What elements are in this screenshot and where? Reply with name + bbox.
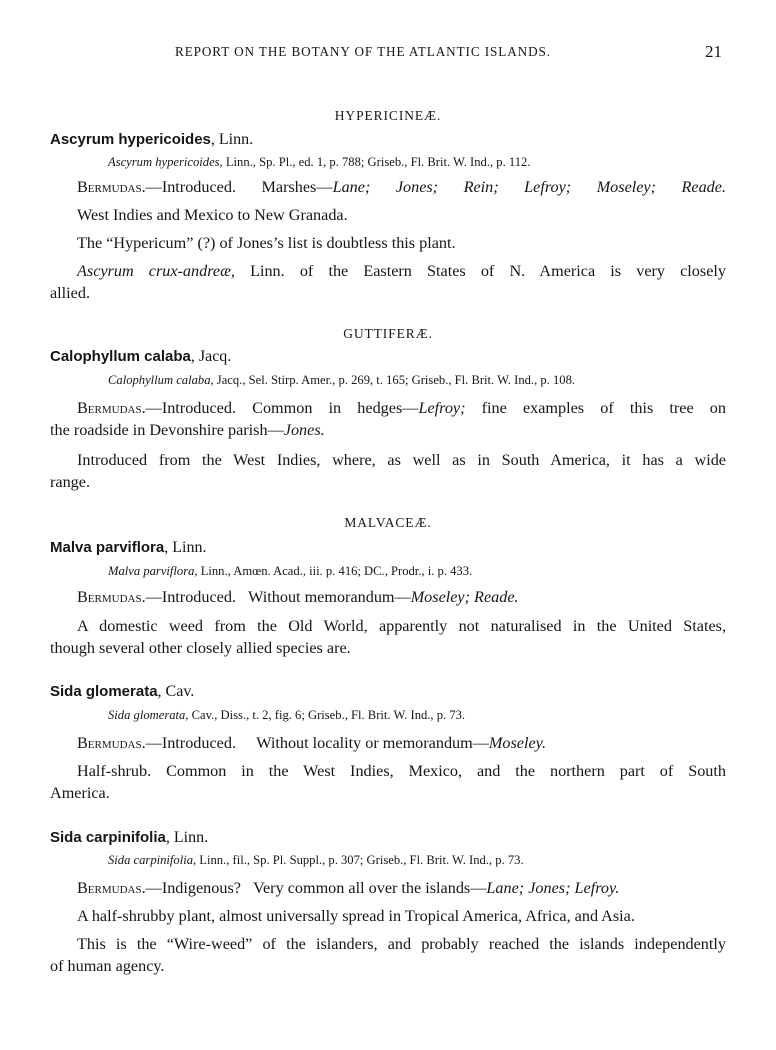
locality-status: .—Introduced. bbox=[141, 588, 236, 606]
family-heading-hypericineae: HYPERICINEÆ. bbox=[334, 108, 442, 123]
species-binomial: Sida carpinifolia bbox=[50, 829, 166, 846]
citation-ascyrum bbox=[108, 155, 530, 170]
species-binomial: Ascyrum hypericoides bbox=[50, 131, 211, 148]
citation-refs: Jacq., Sel. Stirp. Amer., p. 269, t. 165; Griseb., Fl. Brit. W. Ind., p. 108. bbox=[213, 373, 576, 387]
species-authority: , Cav. bbox=[157, 683, 195, 700]
citation-refs: Linn., Amœn. Acad., iii. p. 416; DC., Prodr., i. p. 433. bbox=[197, 564, 473, 578]
note-sida-glomerata-line2: America. bbox=[50, 784, 110, 802]
locality-text: Without locality or memorandum— bbox=[256, 734, 489, 752]
note-malva-line2: though several other closely allied species are. bbox=[50, 639, 351, 657]
distribution-ascyrum: West Indies and Mexico to New Granada. bbox=[77, 206, 348, 224]
locality-status: .—Introduced. bbox=[141, 399, 236, 417]
note-ascyrum-hypericum: The “Hypericum” (?) of Jones’s list is doubtless this plant. bbox=[77, 234, 456, 252]
note-taxon: Ascyrum crux-andreæ, bbox=[77, 262, 235, 280]
note-sida-glomerata-line1: Half-shrub. Common in the West Indies, Mexico, and the northern part of South bbox=[77, 762, 726, 780]
locality-sida-carpinifolia bbox=[50, 877, 726, 899]
locality-region: Bermudas bbox=[77, 588, 142, 606]
locality-ascyrum bbox=[50, 176, 726, 198]
citation-sida-carpinifolia bbox=[108, 853, 524, 868]
species-authority: , Linn. bbox=[210, 131, 254, 148]
note-sida-carpinifolia-line2: of human agency. bbox=[50, 957, 165, 975]
locality-collectors: Lane; Jones; Lefroy. bbox=[486, 879, 620, 897]
family-heading-malvaceae: MALVACEÆ. bbox=[344, 515, 432, 530]
citation-sida-glomerata bbox=[108, 708, 465, 723]
species-authority: , Linn. bbox=[164, 539, 207, 556]
locality-collectors: Lane; Jones; Rein; Lefroy; Moseley; Reade. bbox=[332, 178, 727, 196]
species-binomial: Malva parviflora bbox=[50, 539, 165, 556]
locality-collectors: Moseley; Reade. bbox=[410, 588, 519, 606]
locality-region: Bermudas bbox=[77, 734, 142, 752]
page-number: 21 bbox=[705, 42, 722, 61]
citation-taxon: Malva parviflora, bbox=[108, 564, 198, 578]
species-name-calophyllum bbox=[50, 348, 231, 366]
species-authority: , Jacq. bbox=[190, 348, 232, 365]
locality-text: Marshes— bbox=[261, 178, 333, 196]
species-binomial: Sida glomerata bbox=[50, 683, 158, 700]
citation-refs: Cav., Diss., t. 2, fig. 6; Griseb., Fl. Brit. W. Ind., p. 73. bbox=[188, 708, 466, 722]
citation-taxon: Sida glomerata, bbox=[108, 708, 189, 722]
note-text: Linn. of the Eastern States of N. America is very closely bbox=[234, 262, 726, 280]
species-name-sida-glomerata bbox=[50, 683, 194, 701]
family-heading-guttiferae: GUTTIFERÆ. bbox=[343, 326, 433, 341]
locality-text-continued: fine examples of this tree on bbox=[465, 399, 726, 417]
citation-taxon: Ascyrum hypericoides, bbox=[108, 155, 223, 169]
locality-status: .—Introduced. bbox=[141, 178, 236, 196]
locality-calophyllum-line1 bbox=[50, 397, 726, 419]
note-ascyrum-allied-line2: allied. bbox=[50, 284, 91, 302]
locality-status: .—Introduced. bbox=[141, 734, 236, 752]
locality-calophyllum-line2 bbox=[50, 419, 726, 441]
note-sida-carpinifolia-line1: This is the “Wire-weed” of the islanders, and probably reached the islands independently bbox=[77, 935, 726, 953]
species-binomial: Calophyllum calaba bbox=[50, 348, 191, 365]
locality-collector: Lefroy; bbox=[418, 399, 466, 417]
distribution-calophyllum-line1: Introduced from the West Indies, where, as well as in South America, it has a wide bbox=[77, 451, 726, 469]
locality-collectors: Moseley. bbox=[488, 734, 546, 752]
species-name-ascyrum bbox=[50, 131, 253, 149]
locality-region: Bermudas bbox=[77, 879, 142, 897]
species-name-malva bbox=[50, 539, 206, 557]
species-authority: , Linn. bbox=[165, 829, 209, 846]
citation-malva bbox=[108, 564, 472, 579]
running-header bbox=[0, 44, 776, 66]
note-malva-line1: A domestic weed from the Old World, apparently not naturalised in the United States, bbox=[77, 617, 726, 635]
species-name-sida-carpinifolia bbox=[50, 829, 208, 847]
citation-refs: Linn., fil., Sp. Pl. Suppl., p. 307; Griseb., Fl. Brit. W. Ind., p. 73. bbox=[196, 853, 524, 867]
locality-region: Bermudas bbox=[77, 178, 142, 196]
locality-text: Common in hedges— bbox=[252, 399, 419, 417]
distribution-calophyllum-line2: range. bbox=[50, 473, 90, 491]
locality-region: Bermudas bbox=[77, 399, 142, 417]
citation-taxon: Calophyllum calaba, bbox=[108, 373, 214, 387]
locality-text: Without memorandum— bbox=[248, 588, 411, 606]
locality-text: Very common all over the islands— bbox=[253, 879, 487, 897]
citation-calophyllum bbox=[108, 373, 575, 388]
citation-taxon: Sida carpinifolia, bbox=[108, 853, 197, 867]
citation-refs: Linn., Sp. Pl., ed. 1, p. 788; Griseb., Fl. Brit. W. Ind., p. 112. bbox=[222, 155, 531, 169]
locality-status: .—Indigenous? bbox=[141, 879, 241, 897]
locality-collector: Jones. bbox=[283, 421, 325, 439]
locality-malva bbox=[50, 586, 726, 608]
running-title: REPORT ON THE BOTANY OF THE ATLANTIC ISLANDS. bbox=[175, 44, 551, 59]
note-ascyrum-allied-line1 bbox=[50, 260, 726, 282]
locality-text: the roadside in Devonshire parish— bbox=[50, 421, 284, 439]
locality-sida-glomerata bbox=[50, 732, 726, 754]
note-sida-carpinifolia-range: A half-shrubby plant, almost universally spread in Tropical America, Africa, and Asia. bbox=[77, 907, 635, 925]
